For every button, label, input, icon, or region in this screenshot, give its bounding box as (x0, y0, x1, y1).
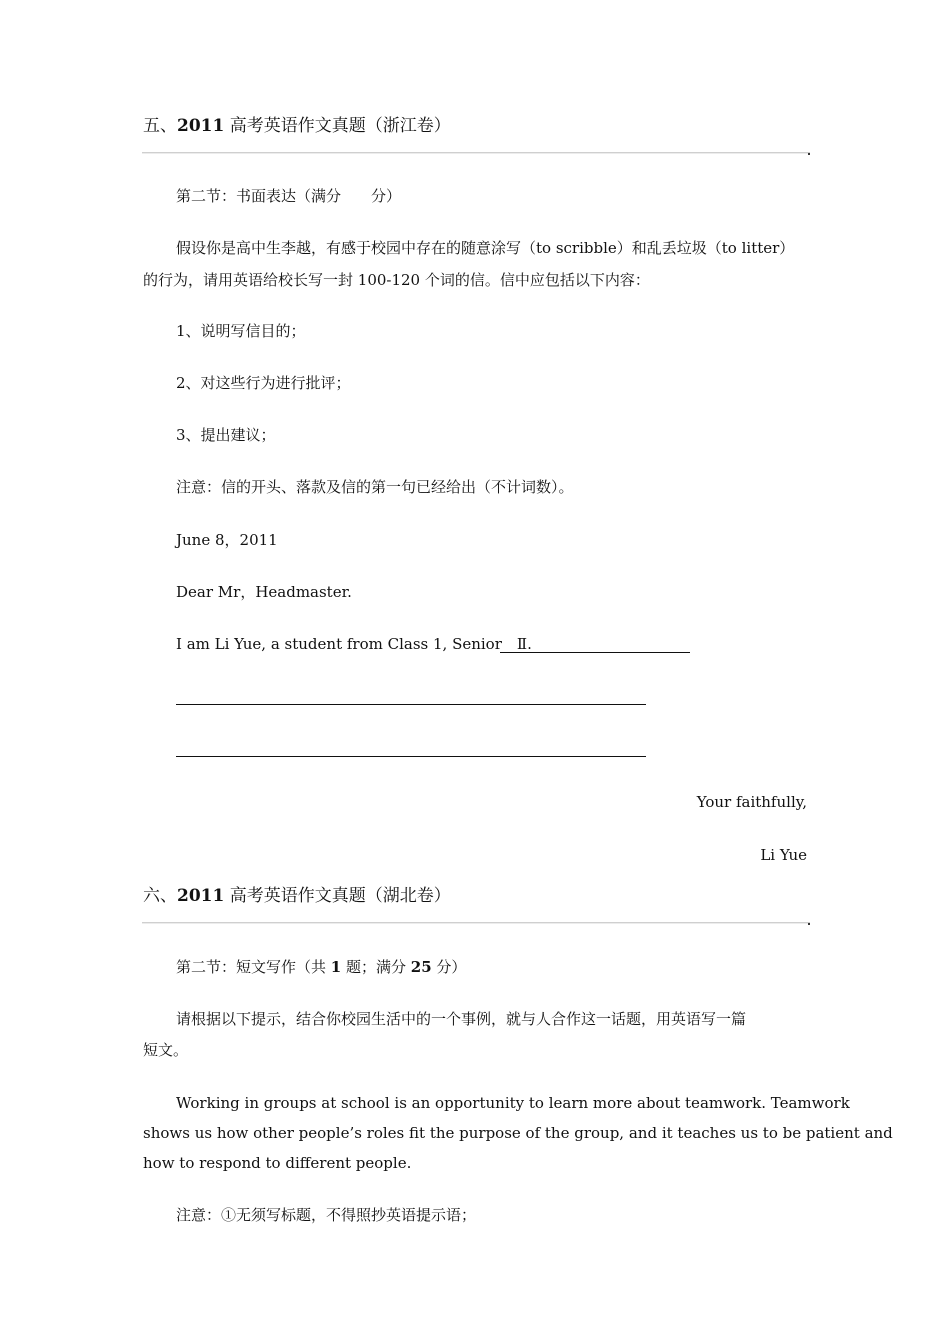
letter-salutation: Dear Mr，Headmaster. (176, 583, 352, 601)
section6-passage-line1: Working in groups at school is an opportunity to learn more about teamwork. Teamwork (176, 1094, 850, 1112)
section5-note: 注意：信的开头、落款及信的第一句已经给出（不计词数）。 (176, 478, 574, 496)
section5-heading (143, 116, 451, 136)
section5-item-3: 3、提出建议； (176, 426, 276, 444)
section5-prompt-line1: 假设你是高中生李越，有感于校园中存在的随意涂写（to scribble）和乱丢垃圾（to litter） (176, 239, 795, 257)
section5-year: 2011 (177, 116, 225, 136)
letter-date: June 8，2011 (176, 531, 278, 549)
section6-passage-line2: shows us how other people’s roles fit the purpose of the group, and it teaches us to be patient and (143, 1124, 893, 1142)
section6-full-score: 25 (410, 958, 432, 976)
section5-prompt-line2: 的行为，请用英语给校长写一封 100-120 个词的信。信中应包括以下内容： (143, 271, 650, 289)
section6-passage-line3: how to respond to different people. (143, 1154, 412, 1172)
section6-prompt-line1: 请根据以下提示，结合你校园生活中的一个事例，就与人合作这一话题，用英语写一篇 (176, 1010, 747, 1028)
section6-divider-end (808, 923, 810, 925)
answer-blank-1 (500, 652, 690, 653)
section6-note: 注意：①无须写标题，不得照抄英语提示语； (176, 1206, 477, 1224)
answer-blank-2 (176, 704, 646, 705)
section5-divider-end (808, 153, 810, 155)
section6-prompt-line2: 短文。 (143, 1041, 189, 1059)
section5-prefix: 五、 (143, 116, 177, 136)
section5-divider (142, 152, 810, 154)
section6-part-label: 第二节：短文写作（共 1 题；满分 25 分） (176, 958, 467, 976)
section5-part-label: 第二节：书面表达（满分 分） (176, 187, 402, 205)
section6-heading (143, 886, 451, 906)
section6-question-count: 1 (330, 958, 342, 976)
section5-item-2: 2、对这些行为进行批评； (176, 374, 351, 392)
section6-title: 高考英语作文真题（湖北卷） (229, 886, 451, 906)
section5-title: 高考英语作文真题（浙江卷） (229, 116, 451, 136)
letter-first-sentence: I am Li Yue, a student from Class 1, Senior Ⅱ. (176, 635, 532, 653)
letter-closing: Your faithfully, (696, 793, 807, 811)
section5-item-1: 1、说明写信目的； (176, 322, 306, 340)
section6-year: 2011 (177, 886, 225, 906)
section6-prefix: 六、 (143, 886, 177, 906)
section6-divider (142, 922, 810, 924)
answer-blank-3 (176, 756, 646, 757)
letter-signature: Li Yue (760, 846, 807, 864)
